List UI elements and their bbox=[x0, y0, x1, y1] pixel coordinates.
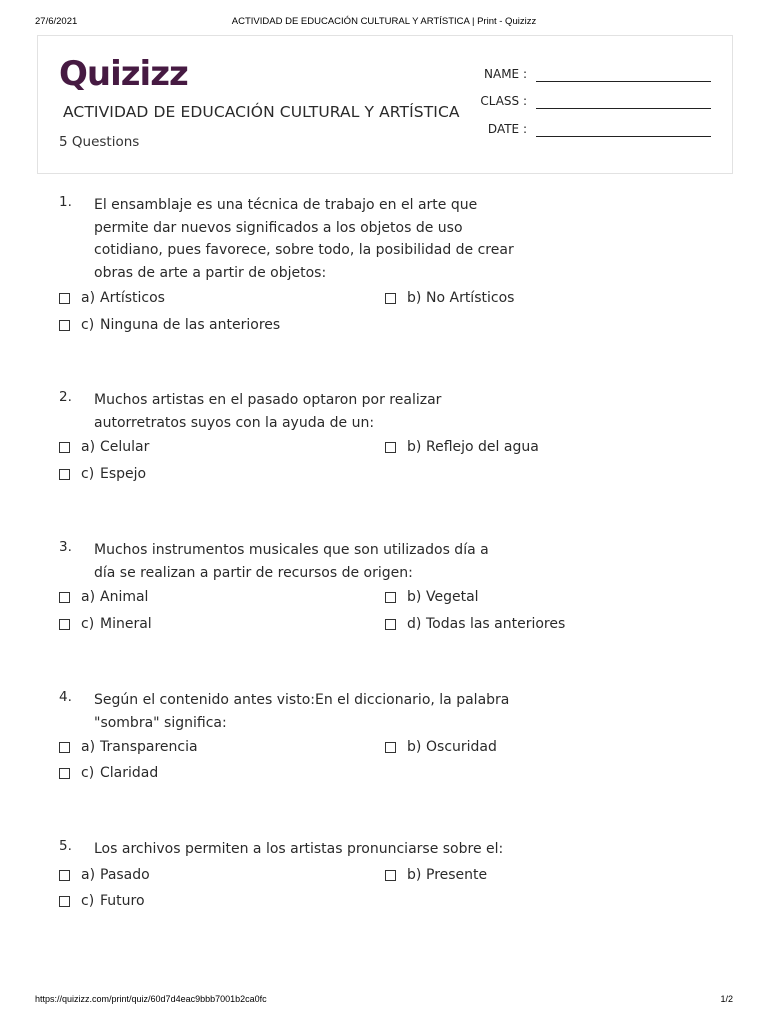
logo-wordmark: Quizizz bbox=[59, 54, 188, 92]
name-field-line bbox=[536, 81, 711, 82]
answer-option[interactable]: d) Todas las anteriores bbox=[385, 616, 685, 634]
checkbox[interactable] bbox=[59, 742, 70, 753]
print-url: https://quizizz.com/print/quiz/60d7d4eac9bbb7001b2ca0fc bbox=[35, 994, 267, 1004]
answer-option[interactable]: a) Transparencia bbox=[59, 739, 359, 757]
question bbox=[59, 539, 699, 639]
question bbox=[59, 389, 699, 489]
date-field-line bbox=[536, 136, 711, 137]
checkbox[interactable] bbox=[385, 870, 396, 881]
checkbox[interactable] bbox=[385, 619, 396, 630]
answer-option[interactable]: b) Reflejo del agua bbox=[385, 439, 685, 457]
question-text: Los archivos permiten a los artistas pronunciarse sobre el: bbox=[94, 841, 504, 857]
question-text: Muchos artistas en el pasado optaron por realizar autorretratos suyos con la ayuda de un: bbox=[94, 392, 442, 431]
page-counter: 1/2 bbox=[720, 994, 733, 1004]
question-text: Muchos instrumentos musicales que son utilizados día a día se realizan a partir de recursos de origen: bbox=[94, 542, 489, 581]
quizizz-logo bbox=[59, 54, 199, 92]
checkbox[interactable] bbox=[385, 742, 396, 753]
checkbox[interactable] bbox=[59, 896, 70, 907]
answer-option[interactable]: c) Futuro bbox=[59, 893, 359, 911]
answer-option[interactable]: c) Mineral bbox=[59, 616, 359, 634]
answer-option[interactable]: b) Oscuridad bbox=[385, 739, 685, 757]
answer-option[interactable]: b) Presente bbox=[385, 867, 685, 885]
answer-option[interactable]: c) Espejo bbox=[59, 466, 359, 484]
print-title: ACTIVIDAD DE EDUCACIÓN CULTURAL Y ARTÍSTICA | Print - Quizizz bbox=[231, 16, 537, 27]
question bbox=[59, 194, 699, 344]
quiz-header-card bbox=[37, 35, 733, 174]
print-header bbox=[35, 16, 733, 30]
question bbox=[59, 689, 699, 789]
question-number: 2. bbox=[59, 389, 72, 405]
question-number: 1. bbox=[59, 194, 72, 210]
answer-option[interactable]: a) Animal bbox=[59, 589, 359, 607]
answer-option[interactable]: c) Ninguna de las anteriores bbox=[59, 317, 359, 335]
question-number: 3. bbox=[59, 539, 72, 555]
answer-option[interactable]: a) Celular bbox=[59, 439, 359, 457]
question-text: El ensamblaje es una técnica de trabajo en el arte que permite dar nuevos significados a los objetos de uso cotidiano, pues favorece, sobre todo, la posibilidad de crear obras de arte a partir de objetos: bbox=[94, 197, 514, 281]
class-field-label: CLASS : bbox=[480, 94, 527, 108]
name-field-label: NAME : bbox=[484, 67, 527, 81]
print-footer bbox=[35, 994, 733, 1008]
question-number: 4. bbox=[59, 689, 72, 705]
checkbox[interactable] bbox=[59, 592, 70, 603]
answer-option[interactable]: b) Vegetal bbox=[385, 589, 685, 607]
checkbox[interactable] bbox=[59, 442, 70, 453]
class-field-line bbox=[536, 108, 711, 109]
answer-option[interactable]: a) Pasado bbox=[59, 867, 359, 885]
answer-option[interactable]: c) Claridad bbox=[59, 765, 359, 783]
checkbox[interactable] bbox=[59, 469, 70, 480]
checkbox[interactable] bbox=[385, 293, 396, 304]
checkbox[interactable] bbox=[59, 619, 70, 630]
question-text: Según el contenido antes visto:En el diccionario, la palabra "sombra" significa: bbox=[94, 692, 510, 731]
print-date: 27/6/2021 bbox=[35, 16, 78, 27]
question-number: 5. bbox=[59, 838, 72, 854]
quiz-title: ACTIVIDAD DE EDUCACIÓN CULTURAL Y ARTÍSTICA bbox=[63, 103, 460, 121]
answer-option[interactable]: b) No Artísticos bbox=[385, 290, 685, 308]
checkbox[interactable] bbox=[59, 320, 70, 331]
checkbox[interactable] bbox=[59, 870, 70, 881]
question bbox=[59, 838, 699, 918]
checkbox[interactable] bbox=[59, 768, 70, 779]
question-count: 5 Questions bbox=[59, 134, 140, 150]
checkbox[interactable] bbox=[385, 592, 396, 603]
checkbox[interactable] bbox=[385, 442, 396, 453]
answer-option[interactable]: a) Artísticos bbox=[59, 290, 359, 308]
checkbox[interactable] bbox=[59, 293, 70, 304]
date-field-label: DATE : bbox=[487, 122, 527, 136]
